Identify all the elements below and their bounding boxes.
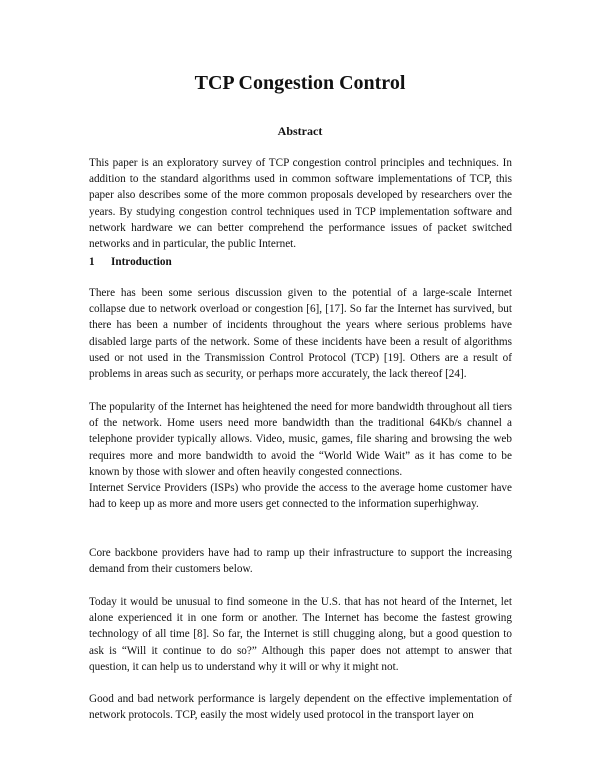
paragraph-3: Internet Service Providers (ISPs) who provide the access to the average home customer have had to keep up as more and more users get connected to the information superhighway. (89, 482, 512, 511)
paragraph-4: Core backbone providers have had to ramp up their infrastructure to support the increasing demand from their customers below. (89, 547, 512, 576)
section-heading (89, 254, 512, 270)
paper-title: TCP Congestion Control (194, 72, 406, 94)
paragraph-2: The popularity of the Internet has heightened the need for more bandwidth throughout all tiers of the network. Home users need more bandwidth than the traditional 64Kb/s channel a telephone provider typically allows. Video, music, games, file sharing and browsing the web requires more and more bandwidth to avoid the “World Wide Wait” as it has come to be known by those with slower and often heavily congested connections. (89, 401, 512, 478)
paragraph-1: There has been some serious discussion given to the potential of a large-scale Internet collapse due to network overload or congestion [6], [17]. So far the Internet has survived, but there has been a number of incidents throughout the years where serious problems have disabled large parts of the network. Some of these incidents have been a result of algorithms used or not used in the Transmission Control Protocol (TCP) [19]. Others are a result of problems in areas such as security, or perhaps more accurately, the lack thereof [24]. (89, 287, 512, 381)
paragraph-5: Today it would be unusual to find someone in the U.S. that has not heard of the Internet, let alone experienced it in one form or another. The Internet has become the fastest growing technology of all time [8]. So far, the Internet is still chugging along, but a good question to ask is “Will it continue to do so?” Although this paper does not attempt to answer that question, it can help us to understand why it will or why it might not. (89, 596, 512, 673)
paragraph-6: Good and bad network performance is largely dependent on the effective implementation of network protocols. TCP, easily the most widely used protocol in the transport layer on (89, 693, 512, 722)
abstract-heading: Abstract (277, 124, 323, 138)
section-title: Introduction (111, 256, 172, 268)
section-number: 1 (89, 256, 95, 268)
abstract-text: This paper is an exploratory survey of TCP congestion control principles and techniques. In addition to the standard algorithms used in common software implementations of TCP, this paper also describes some of the more common proposals developed by researchers over the years. By studying congestion control techniques used in TCP implementation software and network hardware we can better comprehend the performance issues of packet switched networks and in particular, the public Internet. (89, 157, 512, 251)
